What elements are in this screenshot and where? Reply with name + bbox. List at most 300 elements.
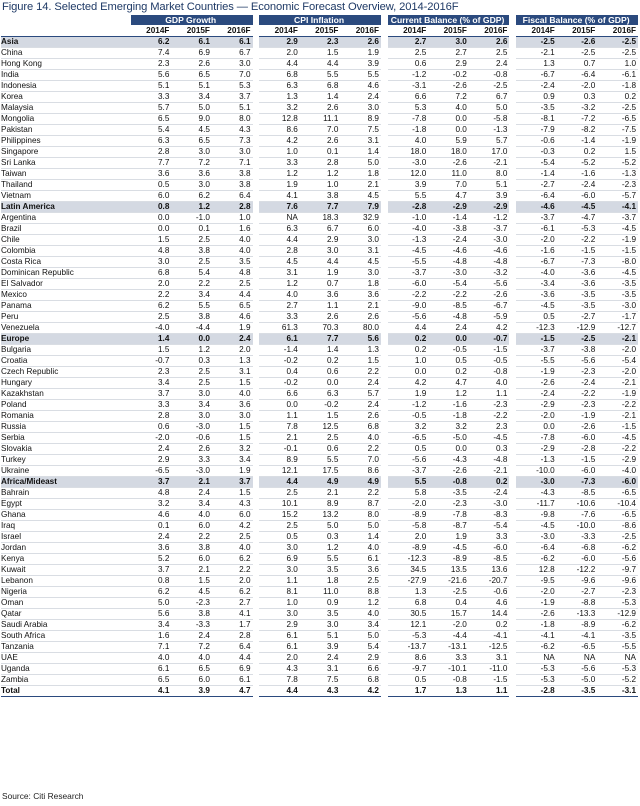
value-cell: 1.9: [212, 323, 253, 334]
value-cell: 4.5: [171, 587, 212, 598]
year-header: 2016F: [212, 25, 253, 37]
value-cell: -4.3: [516, 488, 557, 499]
value-cell: 0.0: [428, 125, 469, 136]
value-cell: 3.1: [259, 268, 300, 279]
value-cell: -2.0: [516, 411, 557, 422]
column-gap: [509, 125, 516, 136]
value-cell: 1.2: [300, 543, 341, 554]
value-cell: -3.7: [388, 268, 429, 279]
value-cell: 1.9: [428, 532, 469, 543]
column-gap: [381, 565, 388, 576]
value-cell: 3.0: [340, 268, 381, 279]
value-cell: 4.6: [469, 598, 510, 609]
value-cell: 0.5: [259, 532, 300, 543]
value-cell: 3.6: [340, 565, 381, 576]
value-cell: 3.4: [171, 290, 212, 301]
value-cell: -4.8: [428, 257, 469, 268]
value-cell: 2.2: [212, 565, 253, 576]
value-cell: 0.2: [597, 92, 638, 103]
value-cell: 17.5: [300, 466, 341, 477]
column-gap: [253, 257, 260, 268]
value-cell: -0.2: [428, 70, 469, 81]
value-cell: 1.8: [340, 279, 381, 290]
column-gap: [381, 466, 388, 477]
value-cell: -3.8: [428, 224, 469, 235]
value-cell: -2.5: [516, 37, 557, 48]
column-gap: [253, 565, 260, 576]
value-cell: 1.2: [259, 169, 300, 180]
value-cell: 5.0: [469, 103, 510, 114]
value-cell: 4.2: [340, 686, 381, 697]
value-cell: 1.3: [516, 59, 557, 70]
value-cell: 8.9: [259, 455, 300, 466]
row-label: Malaysia: [1, 103, 131, 114]
value-cell: 6.1: [259, 334, 300, 345]
row-label: Qatar: [1, 609, 131, 620]
row-label: Czech Republic: [1, 367, 131, 378]
value-cell: 3.5: [300, 565, 341, 576]
column-gap: [381, 620, 388, 631]
value-cell: -1.9: [597, 136, 638, 147]
value-cell: 2.2: [340, 367, 381, 378]
value-cell: -1.8: [516, 620, 557, 631]
table-row: [1, 268, 638, 279]
value-cell: -6.7: [516, 257, 557, 268]
row-label: Africa/Mideast: [1, 477, 131, 488]
value-cell: -9.6: [597, 576, 638, 587]
value-cell: 5.4: [131, 125, 172, 136]
row-label: Venezuela: [1, 323, 131, 334]
column-gap: [509, 92, 516, 103]
value-cell: 3.9: [340, 59, 381, 70]
value-cell: -4.1: [597, 202, 638, 213]
table-row: [1, 180, 638, 191]
column-gap: [509, 268, 516, 279]
value-cell: -1.4: [428, 213, 469, 224]
value-cell: -9.7: [388, 664, 429, 675]
table-row: [1, 70, 638, 81]
table-row: [1, 675, 638, 686]
value-cell: -1.8: [597, 81, 638, 92]
value-cell: 30.5: [388, 609, 429, 620]
value-cell: 0.4: [259, 367, 300, 378]
value-cell: 6.7: [300, 224, 341, 235]
column-gap: [381, 224, 388, 235]
value-cell: 4.5: [171, 125, 212, 136]
value-cell: 6.8: [259, 70, 300, 81]
value-cell: -2.1: [597, 411, 638, 422]
value-cell: -5.2: [597, 158, 638, 169]
value-cell: 61.3: [259, 323, 300, 334]
value-cell: 5.0: [340, 521, 381, 532]
value-cell: 1.2: [171, 202, 212, 213]
value-cell: 1.5: [131, 345, 172, 356]
value-cell: -2.6: [428, 158, 469, 169]
table-row: [1, 92, 638, 103]
value-cell: 7.0: [300, 125, 341, 136]
value-cell: -5.0: [557, 675, 598, 686]
value-cell: 6.1: [212, 675, 253, 686]
value-cell: 2.5: [171, 378, 212, 389]
value-cell: -5.2: [597, 675, 638, 686]
row-label: Slovakia: [1, 444, 131, 455]
table-row: [1, 389, 638, 400]
value-cell: -0.8: [428, 477, 469, 488]
value-cell: 3.2: [259, 103, 300, 114]
value-cell: 0.3: [469, 444, 510, 455]
column-gap: [253, 147, 260, 158]
value-cell: 1.6: [212, 224, 253, 235]
value-cell: 0.9: [300, 598, 341, 609]
value-cell: -6.4: [557, 70, 598, 81]
value-cell: 6.2: [131, 301, 172, 312]
group-header-current-balance: Current Balance (% of GDP): [388, 15, 510, 25]
row-label: Bahrain: [1, 488, 131, 499]
row-label: China: [1, 48, 131, 59]
value-cell: -2.2: [428, 290, 469, 301]
value-cell: -4.5: [388, 246, 429, 257]
value-cell: 1.1: [469, 686, 510, 697]
value-cell: 34.5: [388, 565, 429, 576]
value-cell: 80.0: [340, 323, 381, 334]
value-cell: 5.5: [388, 191, 429, 202]
value-cell: 4.4: [300, 59, 341, 70]
value-cell: -10.0: [516, 466, 557, 477]
value-cell: 0.7: [300, 279, 341, 290]
value-cell: 5.1: [300, 631, 341, 642]
value-cell: 2.5: [469, 48, 510, 59]
value-cell: 6.5: [131, 114, 172, 125]
value-cell: 2.4: [428, 323, 469, 334]
value-cell: -6.8: [557, 543, 598, 554]
value-cell: 3.6: [340, 290, 381, 301]
value-cell: 3.9: [469, 191, 510, 202]
value-cell: -5.3: [557, 224, 598, 235]
table-row: [1, 466, 638, 477]
value-cell: 3.0: [171, 411, 212, 422]
column-gap: [253, 488, 260, 499]
value-cell: 6.0: [131, 191, 172, 202]
value-cell: 8.6: [340, 466, 381, 477]
value-cell: 2.7: [259, 301, 300, 312]
column-gap: [381, 59, 388, 70]
year-header: 2016F: [340, 25, 381, 37]
column-gap: [509, 587, 516, 598]
column-gap: [253, 169, 260, 180]
value-cell: -6.7: [469, 301, 510, 312]
value-cell: -3.8: [557, 345, 598, 356]
value-cell: -2.8: [557, 444, 598, 455]
value-cell: 0.6: [388, 59, 429, 70]
year-header: 2015F: [557, 25, 598, 37]
column-gap: [381, 334, 388, 345]
value-cell: 18.0: [428, 147, 469, 158]
value-cell: -1.8: [428, 411, 469, 422]
table-row: [1, 455, 638, 466]
column-gap: [509, 510, 516, 521]
value-cell: -4.6: [516, 202, 557, 213]
value-cell: 3.3: [259, 312, 300, 323]
value-cell: 1.0: [388, 356, 429, 367]
value-cell: -2.0: [597, 345, 638, 356]
value-cell: 0.1: [300, 147, 341, 158]
column-gap: [509, 653, 516, 664]
value-cell: 3.0: [259, 609, 300, 620]
column-gap: [509, 37, 516, 48]
column-gap: [509, 224, 516, 235]
row-label: Korea: [1, 92, 131, 103]
value-cell: -2.6: [428, 81, 469, 92]
row-label: Costa Rica: [1, 257, 131, 268]
value-cell: 2.7: [428, 48, 469, 59]
value-cell: 1.5: [212, 488, 253, 499]
value-cell: 4.0: [212, 543, 253, 554]
column-gap: [381, 279, 388, 290]
value-cell: 4.0: [131, 653, 172, 664]
value-cell: 4.0: [171, 653, 212, 664]
column-gap: [381, 235, 388, 246]
value-cell: -0.7: [469, 334, 510, 345]
value-cell: 2.6: [469, 37, 510, 48]
value-cell: -0.5: [469, 356, 510, 367]
value-cell: 6.7: [469, 92, 510, 103]
row-label: Kuwait: [1, 565, 131, 576]
column-gap: [509, 147, 516, 158]
value-cell: 15.7: [428, 609, 469, 620]
table-row: [1, 488, 638, 499]
table-row: [1, 620, 638, 631]
value-cell: 5.6: [131, 609, 172, 620]
value-cell: 7.0: [428, 180, 469, 191]
value-cell: -2.5: [428, 587, 469, 598]
value-cell: -4.8: [428, 312, 469, 323]
value-cell: -2.4: [557, 378, 598, 389]
table-row: [1, 565, 638, 576]
value-cell: -2.5: [597, 103, 638, 114]
column-gap: [381, 400, 388, 411]
value-cell: 0.3: [557, 92, 598, 103]
value-cell: -0.7: [131, 356, 172, 367]
value-cell: 5.5: [300, 70, 341, 81]
year-header: 2014F: [259, 25, 300, 37]
value-cell: 32.9: [340, 213, 381, 224]
value-cell: -2.5: [597, 48, 638, 59]
value-cell: 4.0: [340, 433, 381, 444]
row-label: Thailand: [1, 180, 131, 191]
value-cell: 1.1: [300, 301, 341, 312]
value-cell: -21.6: [428, 576, 469, 587]
value-cell: 3.8: [212, 180, 253, 191]
value-cell: -5.3: [597, 664, 638, 675]
row-label: Kazakhstan: [1, 389, 131, 400]
value-cell: 5.0: [171, 103, 212, 114]
value-cell: -7.6: [557, 510, 598, 521]
value-cell: -3.7: [469, 224, 510, 235]
value-cell: 3.0: [171, 147, 212, 158]
value-cell: -9.5: [516, 576, 557, 587]
column-gap: [253, 81, 260, 92]
table-row: [1, 532, 638, 543]
column-gap: [509, 345, 516, 356]
value-cell: -2.4: [557, 180, 598, 191]
table-row: [1, 521, 638, 532]
value-cell: -6.1: [516, 224, 557, 235]
value-cell: 6.8: [340, 675, 381, 686]
column-gap: [253, 356, 260, 367]
value-cell: 6.3: [300, 389, 341, 400]
table-row: [1, 59, 638, 70]
column-gap: [381, 653, 388, 664]
row-label: Zambia: [1, 675, 131, 686]
value-cell: 4.8: [131, 246, 172, 257]
value-cell: 1.5: [212, 378, 253, 389]
value-cell: 3.0: [171, 180, 212, 191]
value-cell: -3.3: [171, 620, 212, 631]
column-gap: [509, 213, 516, 224]
value-cell: -1.5: [557, 455, 598, 466]
value-cell: 1.5: [171, 576, 212, 587]
value-cell: 1.5: [212, 422, 253, 433]
value-cell: -6.5: [388, 433, 429, 444]
source-note: Source: Citi Research: [2, 791, 84, 801]
value-cell: 1.0: [259, 598, 300, 609]
value-cell: -2.9: [469, 202, 510, 213]
value-cell: 2.4: [131, 532, 172, 543]
row-label: Philippines: [1, 136, 131, 147]
table-row: [1, 598, 638, 609]
value-cell: -3.1: [388, 81, 429, 92]
value-cell: 4.5: [259, 257, 300, 268]
value-cell: 4.0: [428, 103, 469, 114]
value-cell: 12.0: [388, 169, 429, 180]
value-cell: -2.7: [557, 587, 598, 598]
value-cell: 2.6: [340, 312, 381, 323]
column-gap: [253, 136, 260, 147]
value-cell: 2.4: [340, 378, 381, 389]
column-gap: [381, 136, 388, 147]
value-cell: NA: [259, 213, 300, 224]
value-cell: 5.7: [131, 103, 172, 114]
value-cell: 4.2: [469, 323, 510, 334]
value-cell: 0.1: [131, 521, 172, 532]
column-gap: [509, 246, 516, 257]
column-gap: [381, 631, 388, 642]
column-gap: [253, 367, 260, 378]
row-label: Serbia: [1, 433, 131, 444]
value-cell: -2.5: [597, 532, 638, 543]
value-cell: 4.2: [212, 521, 253, 532]
value-cell: 3.8: [300, 191, 341, 202]
value-cell: -10.6: [557, 499, 598, 510]
column-gap: [381, 301, 388, 312]
value-cell: -13.3: [557, 609, 598, 620]
value-cell: -9.0: [388, 301, 429, 312]
column-gap: [381, 312, 388, 323]
column-gap: [509, 323, 516, 334]
value-cell: -8.1: [516, 114, 557, 125]
column-gap: [253, 70, 260, 81]
row-label: Tanzania: [1, 642, 131, 653]
value-cell: 3.5: [300, 609, 341, 620]
value-cell: 2.6: [300, 136, 341, 147]
value-cell: 12.5: [300, 422, 341, 433]
value-cell: 3.0: [340, 103, 381, 114]
value-cell: 3.8: [171, 543, 212, 554]
table-row: [1, 543, 638, 554]
column-gap: [253, 444, 260, 455]
value-cell: 2.3: [300, 37, 341, 48]
value-cell: -4.5: [516, 301, 557, 312]
value-cell: -1.9: [516, 367, 557, 378]
value-cell: -3.3: [557, 532, 598, 543]
value-cell: 0.5: [131, 180, 172, 191]
value-cell: -13.7: [388, 642, 429, 653]
value-cell: 2.5: [171, 257, 212, 268]
value-cell: -3.2: [469, 268, 510, 279]
column-gap: [253, 92, 260, 103]
column-gap: [253, 191, 260, 202]
column-gap: [509, 290, 516, 301]
value-cell: 5.9: [428, 136, 469, 147]
column-gap: [509, 279, 516, 290]
value-cell: 3.7: [131, 565, 172, 576]
value-cell: -0.6: [171, 433, 212, 444]
column-gap: [253, 609, 260, 620]
value-cell: 7.5: [300, 675, 341, 686]
value-cell: 8.6: [388, 653, 429, 664]
column-gap: [253, 620, 260, 631]
value-cell: 5.5: [388, 477, 429, 488]
value-cell: 3.7: [131, 477, 172, 488]
value-cell: 3.1: [300, 664, 341, 675]
group-header-fiscal-balance: Fiscal Balance (% of GDP): [516, 15, 638, 25]
value-cell: 1.4: [300, 92, 341, 103]
column-gap: [381, 675, 388, 686]
value-cell: 4.5: [340, 257, 381, 268]
year-header: 2015F: [300, 25, 341, 37]
value-cell: 5.8: [388, 488, 429, 499]
value-cell: -1.7: [597, 312, 638, 323]
value-cell: -6.2: [597, 543, 638, 554]
value-cell: -5.2: [557, 158, 598, 169]
value-cell: -3.4: [516, 279, 557, 290]
column-gap: [509, 609, 516, 620]
column-gap: [509, 620, 516, 631]
column-gap: [509, 631, 516, 642]
row-label: South Africa: [1, 631, 131, 642]
value-cell: 2.5: [259, 488, 300, 499]
value-cell: 7.7: [300, 202, 341, 213]
value-cell: -3.6: [557, 268, 598, 279]
value-cell: 3.9: [388, 180, 429, 191]
value-cell: 2.3: [131, 367, 172, 378]
value-cell: 6.9: [212, 664, 253, 675]
value-cell: 3.7: [131, 389, 172, 400]
value-cell: 14.4: [469, 609, 510, 620]
value-cell: 6.0: [212, 510, 253, 521]
value-cell: -1.4: [259, 345, 300, 356]
value-cell: -4.6: [469, 246, 510, 257]
table-row: [1, 576, 638, 587]
row-label: Brazil: [1, 224, 131, 235]
row-label: Croatia: [1, 356, 131, 367]
column-gap: [509, 48, 516, 59]
value-cell: -2.3: [557, 400, 598, 411]
value-cell: -0.5: [388, 411, 429, 422]
value-cell: 6.6: [259, 389, 300, 400]
value-cell: -11.7: [516, 499, 557, 510]
value-cell: -7.8: [516, 433, 557, 444]
